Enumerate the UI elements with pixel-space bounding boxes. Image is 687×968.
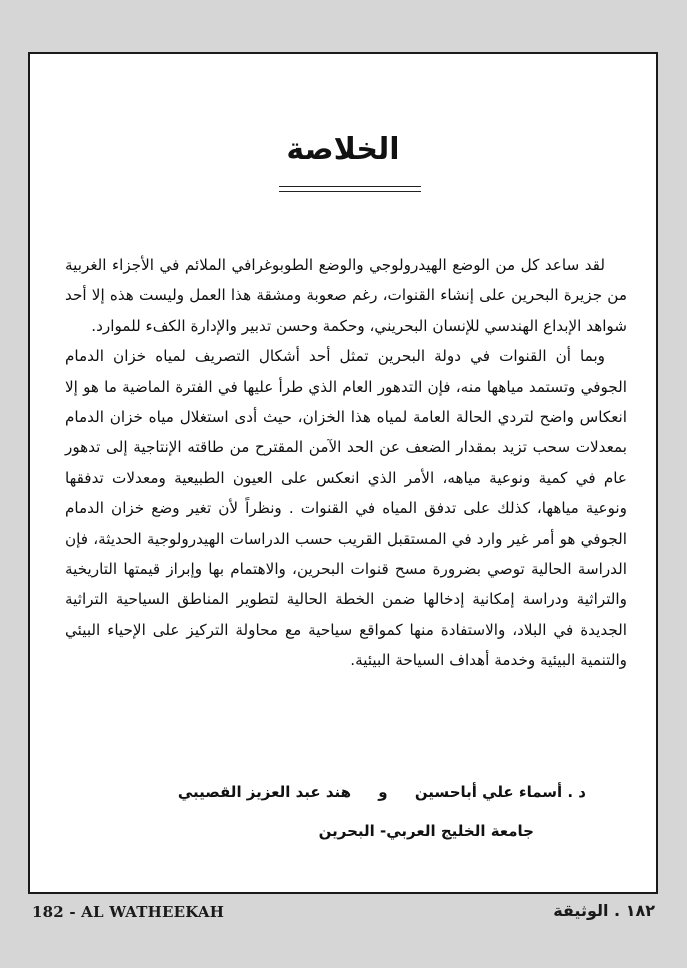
paragraph-2: وبما أن القنوات في دولة البحرين تمثل أحد أشكال التصريف لمياه خزان الدمام الجوفي وتستمد مياهها منه، فإن التدهور العام الذي طرأ عليها في الفترة الماضية ما هو إلا انعكاس واضح لتردي الحالة العامة لمياه هذا الخزان، حيث أدى استغلال مياه خزان الدمام بمعدلات سحب تزيد بمقدار الضعف عن الحد الآمن المقترح من طاقته الإنتاجية إلى تدهور عام في كمية ونوعية مياهه، الأمر الذي انعكس على العيون الطبيعية ومعدلات تدفقها ونوعية مياهها، كذلك على تدفق المياه في القنوات . ونظراً لأن تغير وضع خزان الدمام الجوفي هو أمر غير وارد في المستقبل القريب حسب الدراسات الهيدرولوجية الحديثة، فإن الدراسة الحالية توصي بضرورة مسح قنوات البحرين، والاهتمام بها وإبراز قيمتها التاريخية والتراثية ودراسة إمكانية إدخالها ضمن الخطة الحالية لتطوير المناطق السياحية التراثية الجديدة في البلاد، والاستفادة منها كمواقع سياحية مع محاولة التركيز على الإحياء البيئي والتنمية البيئية وخدمة أهداف السياحة البيئية. (65, 347, 627, 670)
footer-page-label-arabic: ١٨٢ . الوثيقة (553, 901, 655, 920)
title-underline-bottom (279, 191, 421, 192)
authors-line (178, 783, 586, 801)
affiliation: جامعة الخليج العربي- البحرين (318, 822, 534, 840)
footer-page-label-latin: 182 - AL WATHEEKAH (32, 903, 225, 921)
author-separator: و (378, 783, 388, 801)
page-frame (28, 52, 658, 894)
author-2: هند عبد العزيز القصيبي (177, 783, 352, 801)
body-text (65, 250, 627, 676)
paragraph-1: لقد ساعد كل من الوضع الهيدرولوجي والوضع الطوبوغرافي الملائم في الأجزاء الغربية من جزيرة البحرين على إنشاء القنوات، رغم صعوبة ومشقة هذا العمل وليست هذه إلا أحد شواهد الإبداع الهندسي للإنسان البحريني، وحكمة وحسن تدبير والإدارة الكفء للموارد. (65, 256, 627, 335)
title-underline-top (279, 186, 421, 187)
author-1: د . أسماء علي أباحسين (414, 783, 586, 801)
section-title: الخلاصة (286, 132, 400, 167)
